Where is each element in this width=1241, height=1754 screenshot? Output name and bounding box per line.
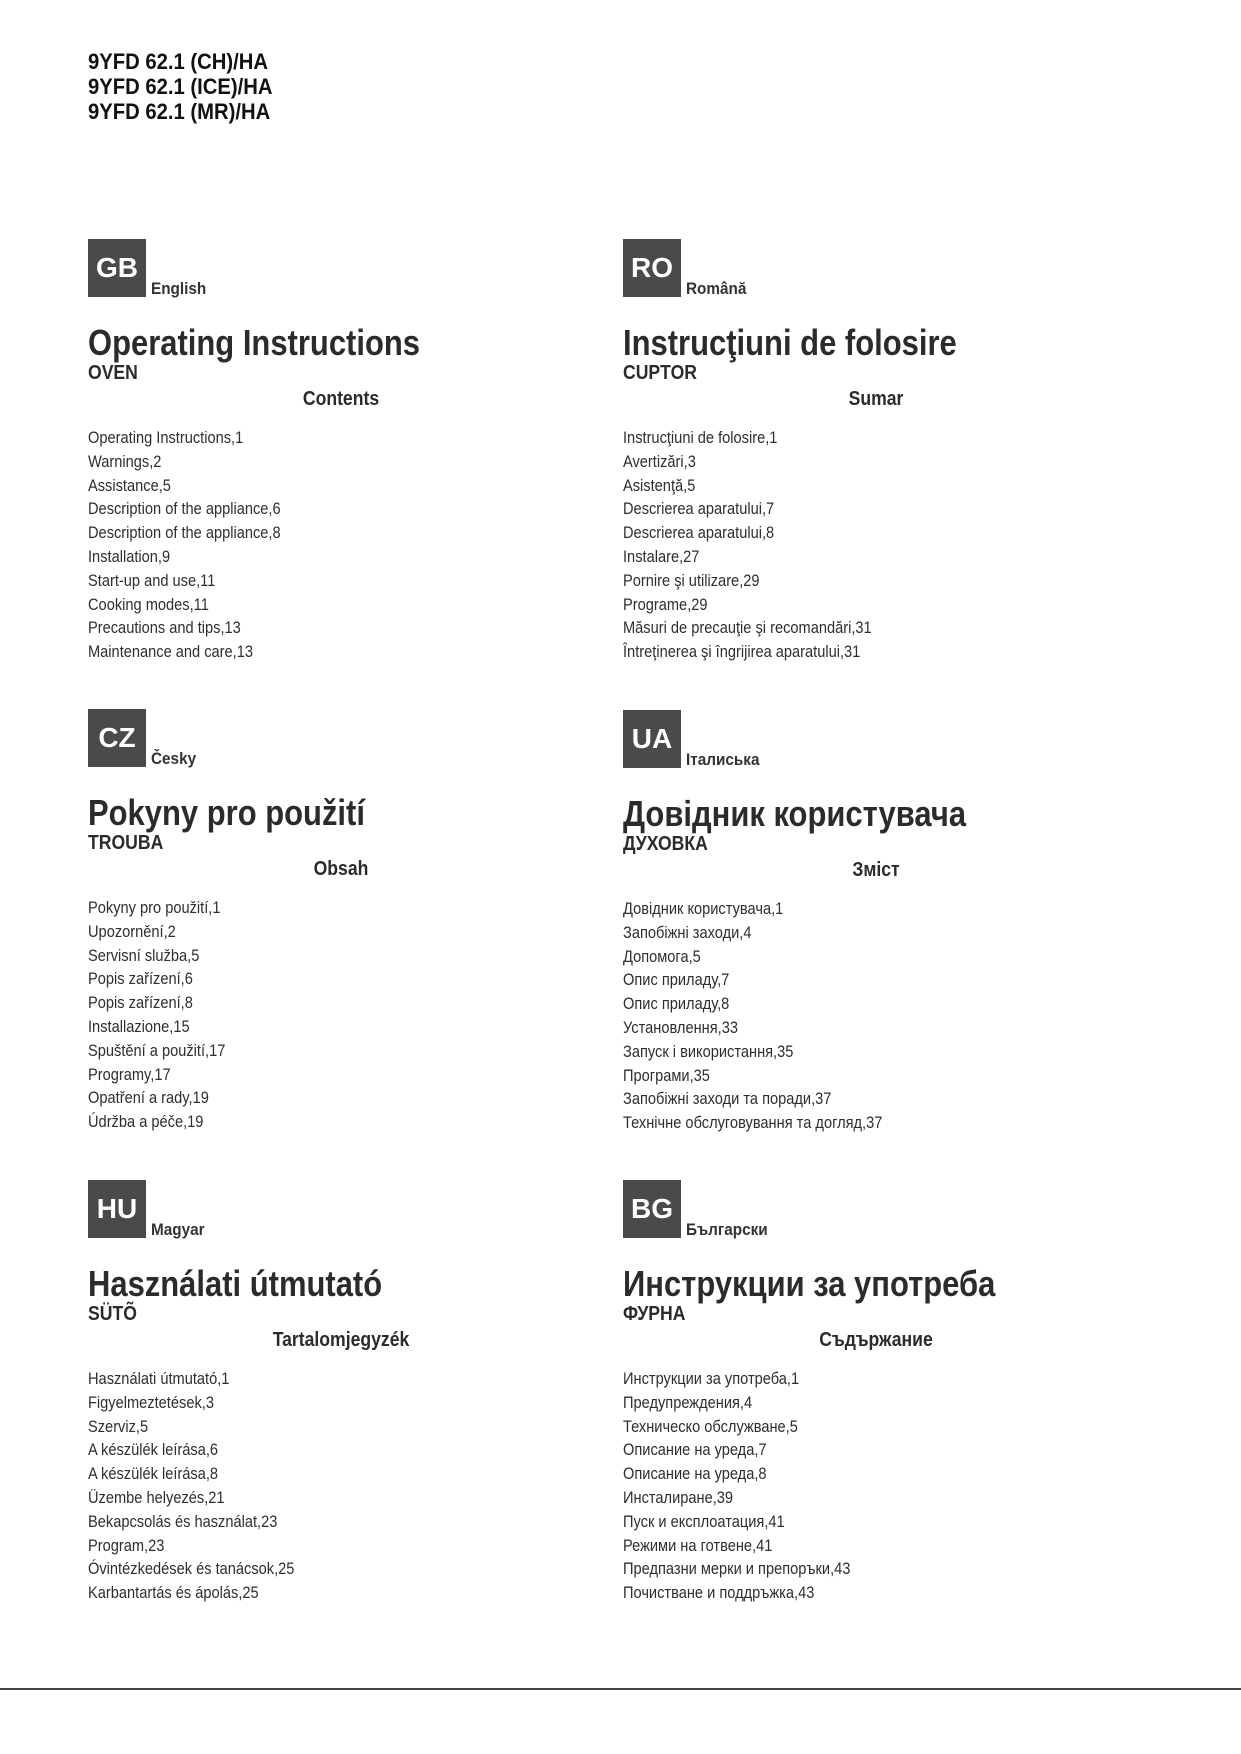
toc-item: Bekapcsolás és használat,23 <box>88 1511 278 1531</box>
toc-item: Precautions and tips,13 <box>88 618 241 638</box>
section-ua <box>623 710 1103 1135</box>
bottom-divider <box>0 1688 1241 1690</box>
contents-heading <box>88 1325 568 1357</box>
toc-item: Karbantartás és ápolás,25 <box>88 1583 259 1603</box>
toc-item: Üzembe helyezés,21 <box>88 1487 225 1507</box>
toc-item: Măsuri de precauţie şi recomandări,31 <box>623 618 872 638</box>
toc-item: Description of the appliance,8 <box>88 523 281 543</box>
manual-title: Довідник користувача <box>623 793 967 834</box>
table-of-contents <box>88 1367 568 1605</box>
language-header <box>623 239 1103 299</box>
appliance-name: CUPTOR <box>623 362 698 384</box>
language-name: Magyar <box>151 1220 205 1239</box>
contents-heading <box>623 384 1103 416</box>
toc-item: A készülék leírása,6 <box>88 1440 219 1460</box>
appliance-name: SÜTÕ <box>88 1303 137 1325</box>
contents-label: Tartalomjegyzék <box>272 1329 410 1351</box>
toc-item: Опис приладу,7 <box>623 970 730 990</box>
toc-item: Warnings,2 <box>88 451 162 471</box>
language-header <box>88 1180 568 1240</box>
toc-item: Operating Instructions,1 <box>88 428 244 447</box>
section-hu <box>88 1180 568 1605</box>
toc-item: Installazione,15 <box>88 1016 190 1036</box>
appliance-name: ФУРНА <box>623 1303 686 1325</box>
toc-item: A készülék leírása,8 <box>88 1464 219 1484</box>
table-of-contents <box>623 1367 1103 1605</box>
toc-item: Пуск и експлоатация,41 <box>623 1511 785 1531</box>
language-code-badge: BG <box>623 1180 681 1238</box>
toc-item: Инструкции за употреба,1 <box>623 1369 800 1388</box>
toc-item: Spuštění a použití,17 <box>88 1040 226 1060</box>
appliance-name: OVEN <box>88 362 138 384</box>
section-gb <box>88 239 568 664</box>
contents-label: Зміст <box>852 859 900 881</box>
contents-label: Sumar <box>848 388 904 410</box>
language-header <box>88 709 568 769</box>
manual-title: Инструкции за употреба <box>623 1263 996 1304</box>
table-of-contents <box>88 426 568 664</box>
toc-item: Почистване и поддръжка,43 <box>623 1583 815 1603</box>
toc-item: Popis zařízení,8 <box>88 993 193 1013</box>
language-code-badge: CZ <box>88 709 146 767</box>
language-header <box>623 710 1103 770</box>
appliance-name: TROUBA <box>88 832 164 854</box>
toc-item: Довідник користувача,1 <box>623 899 784 918</box>
toc-item: Assistance,5 <box>88 475 171 495</box>
section-cz <box>88 709 568 1134</box>
contents-heading <box>88 854 568 886</box>
toc-item: Instalare,27 <box>623 546 700 566</box>
manual-title: Használati útmutató <box>88 1263 383 1304</box>
toc-item: Údržba a péče,19 <box>88 1112 204 1132</box>
language-code-badge: HU <box>88 1180 146 1238</box>
toc-item: Használati útmutató,1 <box>88 1369 230 1388</box>
section-bg <box>623 1180 1103 1605</box>
toc-item: Предупреждения,4 <box>623 1392 753 1412</box>
toc-item: Режими на готвене,41 <box>623 1535 773 1555</box>
language-header <box>88 239 568 299</box>
model-number: 9YFD 62.1 (ICE)/HA <box>88 74 273 99</box>
toc-item: Program,23 <box>88 1535 165 1555</box>
toc-item: Установлення,33 <box>623 1017 738 1037</box>
toc-item: Óvintézkedések és tanácsok,25 <box>88 1559 295 1579</box>
toc-item: Maintenance and care,13 <box>88 642 253 662</box>
table-of-contents <box>623 426 1103 664</box>
contents-label: Съдържание <box>819 1329 933 1351</box>
toc-item: Допомога,5 <box>623 946 701 966</box>
toc-item: Programy,17 <box>88 1064 171 1084</box>
toc-item: Запобіжні заходи та поради,37 <box>623 1089 832 1109</box>
toc-item: Szerviz,5 <box>88 1416 149 1436</box>
toc-item: Запобіжні заходи,4 <box>623 922 752 942</box>
language-code-badge: UA <box>623 710 681 768</box>
toc-item: Cooking modes,11 <box>88 594 209 614</box>
language-code-badge: RO <box>623 239 681 297</box>
language-name: Български <box>686 1220 768 1239</box>
toc-item: Figyelmeztetések,3 <box>88 1392 214 1412</box>
toc-item: Програми,35 <box>623 1065 710 1085</box>
manual-title: Pokyny pro použití <box>88 792 365 833</box>
toc-item: Servisní služba,5 <box>88 945 200 965</box>
language-name: Česky <box>151 749 197 768</box>
model-number: 9YFD 62.1 (MR)/HA <box>88 99 271 124</box>
model-number: 9YFD 62.1 (CH)/HA <box>88 49 268 74</box>
contents-heading <box>623 855 1103 887</box>
toc-item: Opatření a rady,19 <box>88 1088 209 1108</box>
toc-item: Запуск і використання,35 <box>623 1041 794 1061</box>
toc-item: Avertizări,3 <box>623 451 696 471</box>
toc-item: Pokyny pro použití,1 <box>88 898 221 917</box>
toc-item: Start-up and use,11 <box>88 570 216 590</box>
section-ro <box>623 239 1103 664</box>
toc-item: Întreţinerea şi îngrijirea aparatului,31 <box>623 642 861 662</box>
contents-label: Obsah <box>313 858 369 880</box>
toc-item: Descrierea aparatului,7 <box>623 499 775 519</box>
contents-heading <box>88 384 568 416</box>
manual-title: Instrucţiuni de folosire <box>623 322 957 363</box>
contents-label: Contents <box>302 388 380 410</box>
manual-title: Operating Instructions <box>88 322 421 363</box>
toc-item: Description of the appliance,6 <box>88 499 281 519</box>
language-name: English <box>151 279 207 298</box>
toc-item: Upozornění,2 <box>88 921 176 941</box>
contents-heading <box>623 1325 1103 1357</box>
toc-item: Asistenţă,5 <box>623 475 696 495</box>
model-numbers <box>88 49 289 124</box>
toc-item: Instrucţiuni de folosire,1 <box>623 428 778 447</box>
table-of-contents <box>88 896 568 1134</box>
language-name: Română <box>686 279 747 298</box>
table-of-contents <box>623 897 1103 1135</box>
toc-item: Popis zařízení,6 <box>88 969 193 989</box>
language-header <box>623 1180 1103 1240</box>
toc-item: Описание на уреда,7 <box>623 1440 767 1460</box>
toc-item: Pornire şi utilizare,29 <box>623 570 760 590</box>
toc-item: Descrierea aparatului,8 <box>623 523 775 543</box>
language-code-badge: GB <box>88 239 146 297</box>
appliance-name: ДУХОВКА <box>623 833 708 855</box>
toc-item: Предпазни мерки и препоръки,43 <box>623 1559 851 1579</box>
toc-item: Описание на уреда,8 <box>623 1464 767 1484</box>
toc-item: Installation,9 <box>88 546 171 566</box>
language-name: Італиська <box>686 750 760 769</box>
toc-item: Programe,29 <box>623 594 708 614</box>
toc-item: Техническо обслужване,5 <box>623 1416 798 1436</box>
toc-item: Технічне обслуговування та догляд,37 <box>623 1113 883 1133</box>
toc-item: Опис приладу,8 <box>623 994 730 1014</box>
toc-item: Инсталиране,39 <box>623 1487 734 1507</box>
